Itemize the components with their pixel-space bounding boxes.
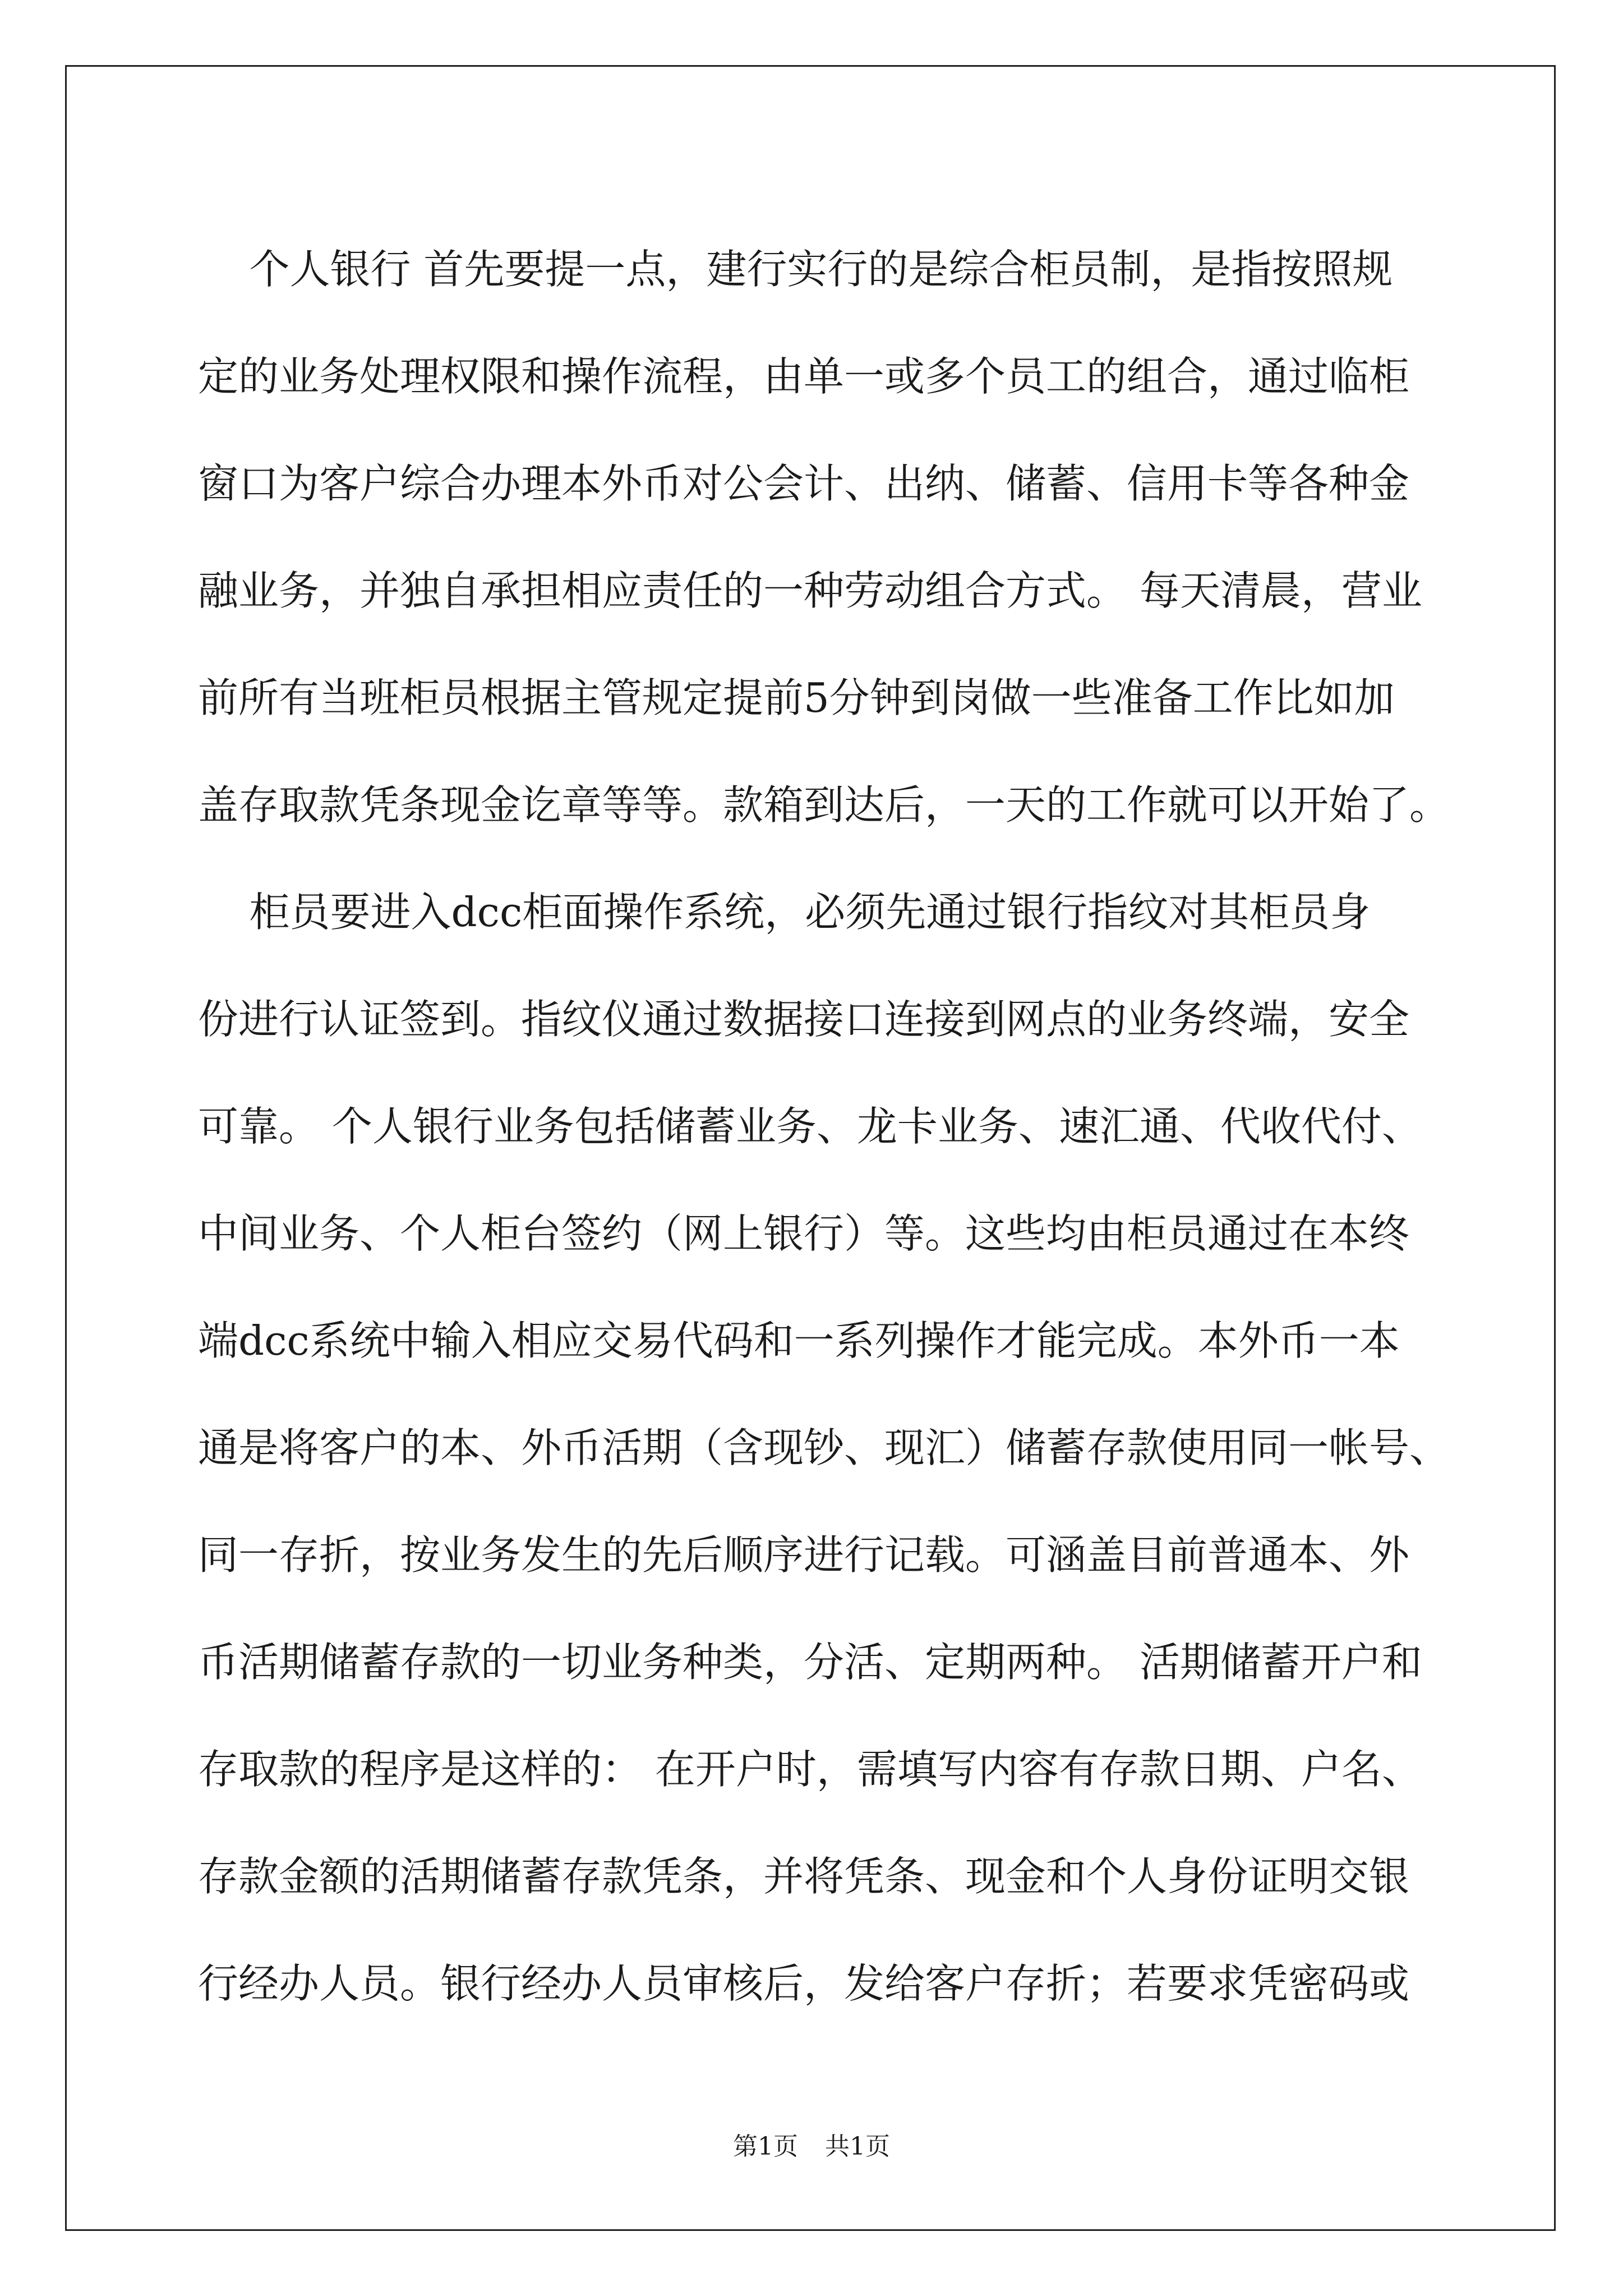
text-line: 端dcc系统中输入相应交易代码和一系列操作才能完成。本外币一本 [198, 1317, 1400, 1364]
document-body [198, 216, 1450, 2037]
text-line: 前所有当班柜员根据主管规定提前5分钟到岗做一些准备工作比如加 [198, 674, 1395, 721]
text-line: 盖存取款凭条现金讫章等等。款箱到达后，一天的工作就可以开始了。 [198, 781, 1450, 829]
text-line: 可靠。 个人银行业务包括储蓄业务、龙卡业务、速汇通、代收代付、 [198, 1103, 1422, 1150]
text-line: 同一存折，按业务发生的先后顺序进行记载。可涵盖目前普通本、外 [198, 1531, 1410, 1579]
text-line: 窗口为客户综合办理本外币对公会计、出纳、储蓄、信用卡等各种金 [198, 460, 1410, 507]
text-line: 定的业务处理权限和操作流程，由单一或多个员工的组合，通过临柜 [198, 353, 1410, 400]
text-line: 融业务，并独自承担相应责任的一种劳动组合方式。 每天清晨，营业 [198, 567, 1422, 614]
text-line: 柜员要进入dcc柜面操作系统，必须先通过银行指纹对其柜员身 [198, 889, 1371, 936]
text-line: 行经办人员。银行经办人员审核后，发给客户存折；若要求凭密码或 [198, 1960, 1410, 2007]
page-number: 第1页 [733, 2132, 798, 2161]
text-line: 币活期储蓄存款的一切业务种类，分活、定期两种。 活期储蓄开户和 [198, 1639, 1422, 1686]
text-line: 通是将客户的本、外币活期（含现钞、现汇）储蓄存款使用同一帐号、 [198, 1424, 1450, 1471]
text-line: 存款金额的活期储蓄存款凭条，并将凭条、现金和个人身份证明交银 [198, 1853, 1410, 1900]
text-line: 个人银行 首先要提一点，建行实行的是综合柜员制，是指按照规 [198, 246, 1393, 293]
text-line: 份进行认证签到。指纹仪通过数据接口连接到网点的业务终端，安全 [198, 996, 1410, 1043]
page-footer [0, 2126, 1623, 2162]
text-line: 中间业务、个人柜台签约（网上银行）等。这些均由柜员通过在本终 [198, 1210, 1410, 1257]
page-total: 共1页 [825, 2132, 890, 2161]
text-line: 存取款的程序是这样的： 在开户时，需填写内容有存款日期、户名、 [198, 1746, 1422, 1793]
